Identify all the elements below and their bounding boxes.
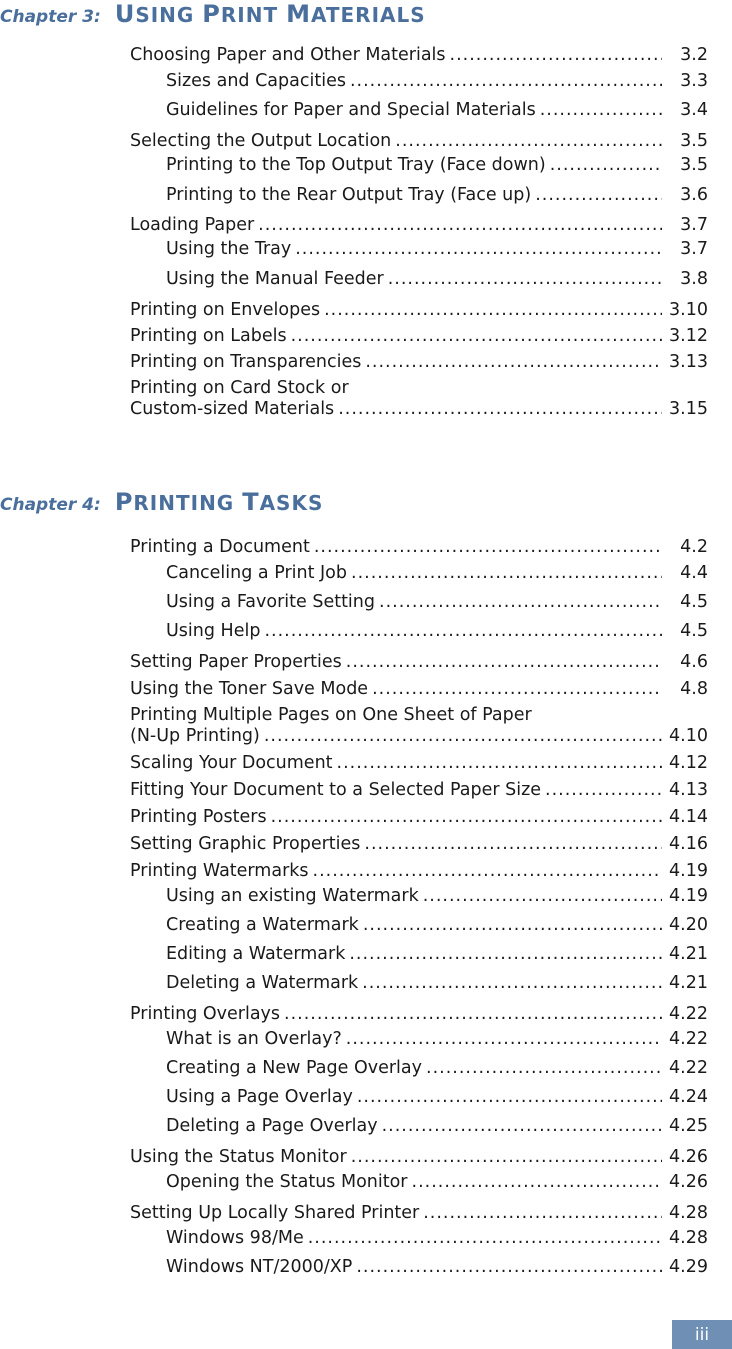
toc-entry[interactable]: Printing on Labels ..... 3.12 bbox=[130, 325, 708, 347]
chapter-3-heading bbox=[0, 0, 426, 28]
toc-subentry[interactable]: Using an existing Watermark ..... 4.19 bbox=[130, 885, 708, 907]
chapter-4-toc bbox=[130, 536, 708, 1278]
toc-entry[interactable]: Setting Graphic Properties ..... 4.16 bbox=[130, 833, 708, 855]
toc-subentry[interactable]: What is an Overlay? ..... 4.22 bbox=[130, 1028, 708, 1050]
toc-subentry[interactable]: Using a Page Overlay ..... 4.24 bbox=[130, 1086, 708, 1108]
toc-subentry[interactable]: Sizes and Capacities ..... 3.3 bbox=[130, 70, 708, 92]
toc-entry[interactable] bbox=[130, 378, 708, 420]
toc-entry[interactable]: Fitting Your Document to a Selected Paper Size ..... 4.13 bbox=[130, 779, 708, 801]
toc-entry[interactable] bbox=[130, 705, 708, 747]
toc-entry[interactable]: Using the Status Monitor ..... 4.26 bbox=[130, 1146, 708, 1168]
chapter-3-label: Chapter 3: bbox=[0, 7, 101, 27]
page-number-tab bbox=[672, 1320, 732, 1349]
toc-entry[interactable]: Printing a Document ..... 4.2 bbox=[130, 536, 708, 558]
toc-entry[interactable]: Scaling Your Document ..... 4.12 bbox=[130, 752, 708, 774]
toc-subentry[interactable]: Using Help ..... 4.5 bbox=[130, 620, 708, 642]
toc-entry[interactable]: Setting Paper Properties ..... 4.6 bbox=[130, 651, 708, 673]
toc-entry[interactable]: Printing Watermarks ..... 4.19 bbox=[130, 860, 708, 882]
page-number: iii bbox=[694, 1324, 710, 1345]
toc-subentry[interactable]: Canceling a Print Job ..... 4.4 bbox=[130, 562, 708, 584]
toc-subentry[interactable]: Using a Favorite Setting ..... 4.5 bbox=[130, 591, 708, 613]
chapter-4-heading bbox=[0, 488, 323, 516]
chapter-4-title: PRINTING TASKS bbox=[114, 488, 324, 516]
toc-subentry[interactable]: Creating a Watermark ..... 4.20 bbox=[130, 914, 708, 936]
toc-subentry[interactable]: Editing a Watermark ..... 4.21 bbox=[130, 943, 708, 965]
toc-subentry[interactable]: Windows NT/2000/XP ..... 4.29 bbox=[130, 1256, 708, 1278]
toc-entry-line1: Printing on Card Stock or bbox=[130, 378, 349, 398]
chapter-3-toc bbox=[130, 44, 708, 420]
toc-entry[interactable]: Choosing Paper and Other Materials ..... 3.2 bbox=[130, 44, 708, 66]
toc-entry[interactable]: Printing Posters ..... 4.14 bbox=[130, 806, 708, 828]
toc-entry[interactable]: Printing Overlays ..... 4.22 bbox=[130, 1003, 708, 1025]
toc-entry[interactable]: Using the Toner Save Mode ..... 4.8 bbox=[130, 678, 708, 700]
toc-entry-line2: Custom-sized Materials ..... 3.15 bbox=[130, 398, 708, 420]
toc-subentry[interactable]: Windows 98/Me ..... 4.28 bbox=[130, 1227, 708, 1249]
toc-subentry[interactable]: Printing to the Rear Output Tray (Face up) ..... 3.6 bbox=[130, 184, 708, 206]
toc-entry-line1: Printing Multiple Pages on One Sheet of Paper bbox=[130, 705, 532, 725]
toc-entry[interactable]: Selecting the Output Location ..... 3.5 bbox=[130, 130, 708, 152]
toc-entry[interactable]: Printing on Envelopes ..... 3.10 bbox=[130, 299, 708, 321]
toc-subentry[interactable]: Deleting a Watermark ..... 4.21 bbox=[130, 972, 708, 994]
chapter-3-title: USING PRINT MATERIALS bbox=[114, 0, 426, 28]
toc-subentry[interactable]: Creating a New Page Overlay ..... 4.22 bbox=[130, 1057, 708, 1079]
toc-subentry[interactable]: Using the Manual Feeder ..... 3.8 bbox=[130, 268, 708, 290]
toc-entry[interactable]: Setting Up Locally Shared Printer ..... 4.28 bbox=[130, 1202, 708, 1224]
toc-subentry[interactable]: Opening the Status Monitor ..... 4.26 bbox=[130, 1171, 708, 1193]
toc-entry[interactable]: Printing on Transparencies ..... 3.13 bbox=[130, 351, 708, 373]
toc-subentry[interactable]: Using the Tray ..... 3.7 bbox=[130, 238, 708, 260]
chapter-4-label: Chapter 4: bbox=[0, 495, 101, 515]
toc-entry[interactable]: Loading Paper ..... 3.7 bbox=[130, 214, 708, 236]
toc-entry-line2: (N-Up Printing) ..... 4.10 bbox=[130, 725, 708, 747]
toc-subentry[interactable]: Printing to the Top Output Tray (Face down) ..... 3.5 bbox=[130, 154, 708, 176]
toc-subentry[interactable]: Guidelines for Paper and Special Materials ..... 3.4 bbox=[130, 99, 708, 121]
toc-subentry[interactable]: Deleting a Page Overlay ..... 4.25 bbox=[130, 1115, 708, 1137]
